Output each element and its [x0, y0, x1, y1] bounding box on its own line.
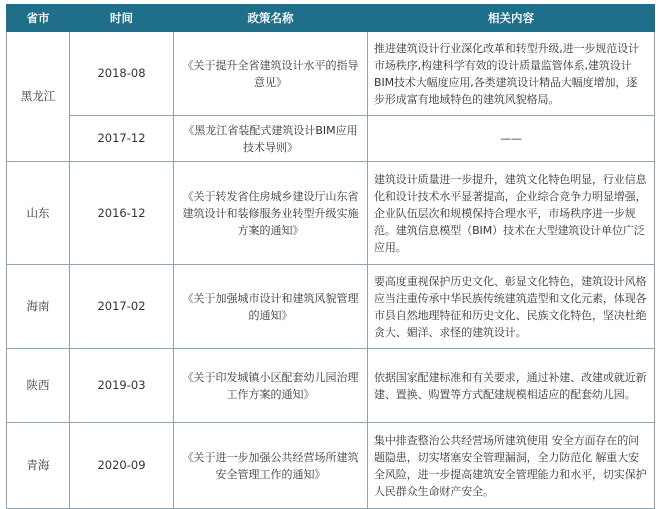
header-content: 相关内容 [368, 5, 655, 32]
table-row [7, 423, 655, 509]
content-cell: 建筑设计质量进一步提升，建筑文化特色明显，行业信息化和设计技术水平显著提高，企业综合竞争力明显增强，企业队伍层次和规模保持合理水平，市场秩序进一步规范。建筑信息模型（BIM）技术在大型建筑设计单位广泛应用。 [368, 162, 655, 265]
date-cell: 2020-09 [70, 423, 174, 509]
province-cell: 青海 [7, 423, 70, 509]
date-cell: 2018-08 [70, 32, 174, 116]
table-row [7, 32, 655, 116]
province-cell: 山东 [7, 162, 70, 265]
policy-name-cell: 《关于加强城市设计和建筑风貌管理的通知》 [174, 265, 368, 349]
header-policy: 政策名称 [174, 5, 368, 32]
header-date: 时间 [70, 5, 174, 32]
province-cell: 陕西 [7, 349, 70, 423]
province-cell: 海南 [7, 265, 70, 349]
date-cell: 2017-02 [70, 265, 174, 349]
policy-name-cell: 《关于进一步加强公共经营场所建筑安全管理工作的通知》 [174, 423, 368, 509]
table-header-row [7, 5, 655, 32]
province-cell: 黑龙江 [7, 32, 70, 162]
content-cell: 依据国家配建标准和有关要求，通过补建、改建或就近新建、置换、购置等方式配建规模相适应的配套幼儿园。 [368, 349, 655, 423]
table-row [7, 265, 655, 349]
table-row [7, 162, 655, 265]
content-cell: —— [368, 116, 655, 162]
header-province: 省市 [7, 5, 70, 32]
content-cell: 要高度重视保护历史文化、彰显文化特色，建筑设计风格应当注重传承中华民族传统建筑造型和文化元素，体现各市县自然地理特征和历史文化、民族文化特色，坚决杜绝贪大、媚洋、求怪的建筑设计。 [368, 265, 655, 349]
table-row [7, 349, 655, 423]
policy-name-cell: 《关于提升全省建筑设计水平的指导意见》 [174, 32, 368, 116]
date-cell: 2017-12 [70, 116, 174, 162]
date-cell: 2019-03 [70, 349, 174, 423]
policy-name-cell: 《关于转发省住房城乡建设厅山东省建筑设计和装修服务业转型升级实施方案的通知》 [174, 162, 368, 265]
date-cell: 2016-12 [70, 162, 174, 265]
table-row [7, 116, 655, 162]
policy-name-cell: 《关于印发城镇小区配套幼儿园治理工作方案的通知》 [174, 349, 368, 423]
policy-name-cell: 《黑龙江省装配式建筑设计BIM应用技术导则》 [174, 116, 368, 162]
policy-table [6, 4, 655, 509]
content-cell: 推进建筑设计行业深化改革和转型升级,进一步规范设计市场秩序,构建科学有效的设计质量监管体系,建筑设计BIM技术大幅度应用,各类建筑设计精品大幅度增加，逐步形成富有地域特色的建筑风貌格局。 [368, 32, 655, 116]
content-cell: 集中排查整治公共经营场所建筑使用 安全方面存在的问题隐患，切实堵塞安全管理漏洞，全力防范化 解重大安全风险，进一步提高建筑安全管理能力和水平，切实保护人民群众生命财产安全。 [368, 423, 655, 509]
